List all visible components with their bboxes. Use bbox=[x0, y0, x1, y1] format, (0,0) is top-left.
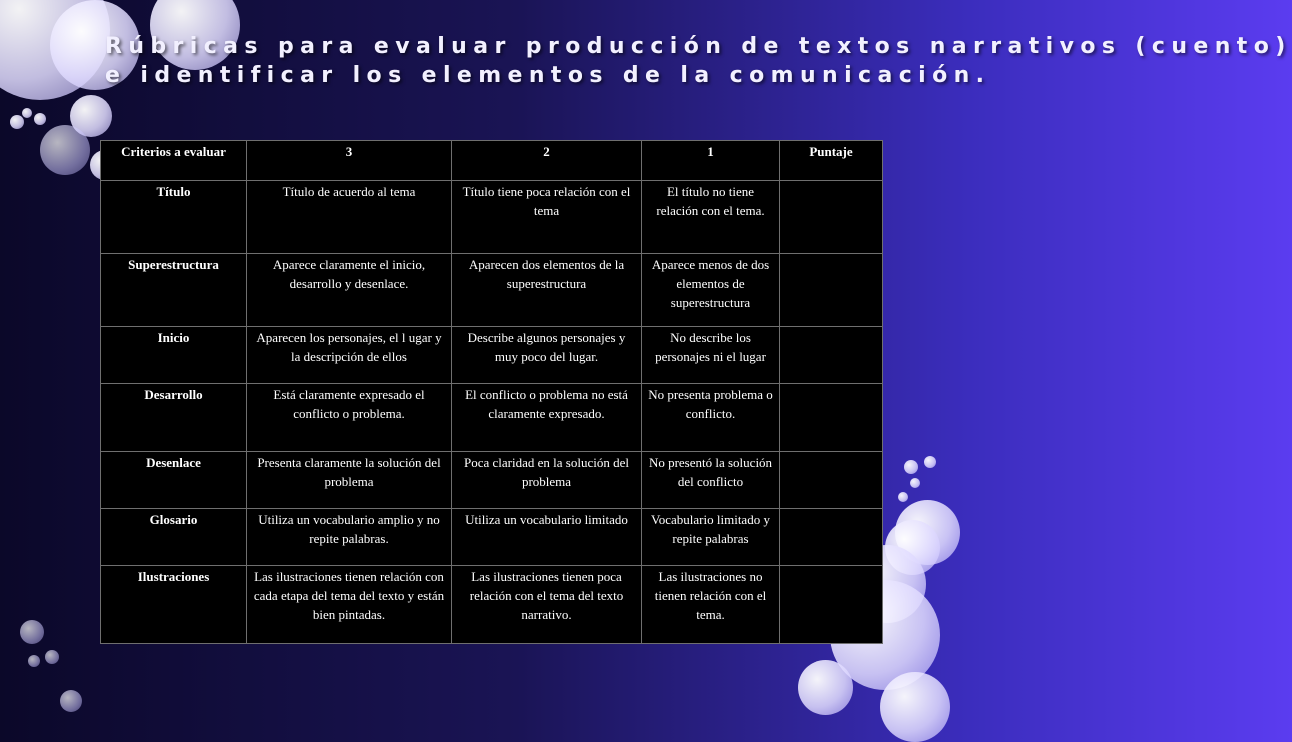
decorative-bubble bbox=[45, 650, 59, 664]
criterion-cell: Título bbox=[101, 181, 247, 254]
score-1-cell: No presentó la solución del conflicto bbox=[642, 452, 780, 509]
score-3-cell: Está claramente expresado el conflicto o problema. bbox=[247, 384, 452, 452]
score-3-cell: Aparece claramente el inicio, desarrollo y desenlace. bbox=[247, 254, 452, 327]
title-line-2: e identificar los elementos de la comunicación. bbox=[105, 63, 991, 88]
decorative-bubble bbox=[40, 125, 90, 175]
table-header-row bbox=[101, 141, 883, 181]
score-3-cell: Utiliza un vocabulario amplio y no repite palabras. bbox=[247, 509, 452, 566]
score-2-cell: Aparecen dos elementos de la superestructura bbox=[452, 254, 642, 327]
criterion-cell: Glosario bbox=[101, 509, 247, 566]
score-1-cell: No presenta problema o conflicto. bbox=[642, 384, 780, 452]
score-2-cell: Poca claridad en la solución del problema bbox=[452, 452, 642, 509]
header-criterios: Criterios a evaluar bbox=[101, 141, 247, 181]
table-row bbox=[101, 509, 883, 566]
decorative-bubble bbox=[898, 492, 908, 502]
score-1-cell: No describe los personajes ni el lugar bbox=[642, 327, 780, 384]
table-row bbox=[101, 254, 883, 327]
score-2-cell: Las ilustraciones tienen poca relación con el tema del texto narrativo. bbox=[452, 566, 642, 644]
header-score-1: 1 bbox=[642, 141, 780, 181]
decorative-bubble bbox=[924, 456, 936, 468]
title-line-1: Rúbricas para evaluar producción de textos narrativos (cuento) bbox=[105, 34, 1292, 59]
score-3-cell: Título de acuerdo al tema bbox=[247, 181, 452, 254]
header-score-3: 3 bbox=[247, 141, 452, 181]
table-row bbox=[101, 452, 883, 509]
puntaje-cell bbox=[780, 509, 883, 566]
table-row bbox=[101, 327, 883, 384]
puntaje-cell bbox=[780, 566, 883, 644]
criterion-cell: Ilustraciones bbox=[101, 566, 247, 644]
page-title bbox=[105, 32, 1292, 90]
score-3-cell: Presenta claramente la solución del problema bbox=[247, 452, 452, 509]
decorative-bubble bbox=[22, 108, 32, 118]
rubric-table bbox=[100, 140, 883, 644]
table-row bbox=[101, 181, 883, 254]
decorative-bubble bbox=[28, 655, 40, 667]
decorative-bubble bbox=[10, 115, 24, 129]
criterion-cell: Inicio bbox=[101, 327, 247, 384]
puntaje-cell bbox=[780, 384, 883, 452]
table-row bbox=[101, 566, 883, 644]
score-2-cell: El conflicto o problema no está claramente expresado. bbox=[452, 384, 642, 452]
score-2-cell: Utiliza un vocabulario limitado bbox=[452, 509, 642, 566]
puntaje-cell bbox=[780, 452, 883, 509]
decorative-bubble bbox=[60, 690, 82, 712]
decorative-bubble bbox=[910, 478, 920, 488]
decorative-bubble bbox=[34, 113, 46, 125]
score-1-cell: Vocabulario limitado y repite palabras bbox=[642, 509, 780, 566]
score-2-cell: Describe algunos personajes y muy poco del lugar. bbox=[452, 327, 642, 384]
score-1-cell: El título no tiene relación con el tema. bbox=[642, 181, 780, 254]
decorative-bubble bbox=[904, 460, 918, 474]
score-2-cell: Título tiene poca relación con el tema bbox=[452, 181, 642, 254]
criterion-cell: Desarrollo bbox=[101, 384, 247, 452]
score-1-cell: Las ilustraciones no tienen relación con el tema. bbox=[642, 566, 780, 644]
score-3-cell: Aparecen los personajes, el l ugar y la descripción de ellos bbox=[247, 327, 452, 384]
table-row bbox=[101, 384, 883, 452]
decorative-bubble bbox=[20, 620, 44, 644]
decorative-bubble bbox=[880, 672, 950, 742]
criterion-cell: Desenlace bbox=[101, 452, 247, 509]
puntaje-cell bbox=[780, 327, 883, 384]
decorative-bubble bbox=[798, 660, 853, 715]
header-puntaje: Puntaje bbox=[780, 141, 883, 181]
header-score-2: 2 bbox=[452, 141, 642, 181]
puntaje-cell bbox=[780, 254, 883, 327]
criterion-cell: Superestructura bbox=[101, 254, 247, 327]
puntaje-cell bbox=[780, 181, 883, 254]
score-3-cell: Las ilustraciones tienen relación con cada etapa del tema del texto y están bien pintadas. bbox=[247, 566, 452, 644]
score-1-cell: Aparece menos de dos elementos de superestructura bbox=[642, 254, 780, 327]
